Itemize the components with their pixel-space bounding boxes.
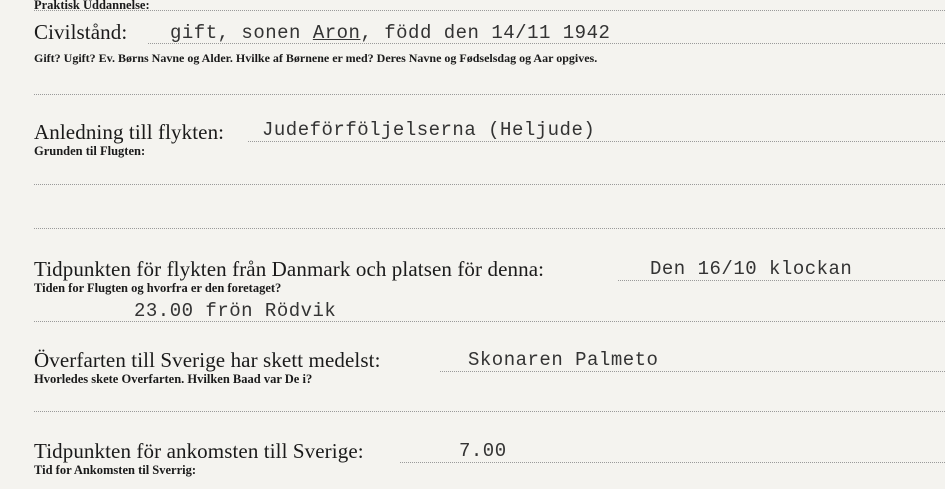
praktisk-uddannelse-label: Praktisk Uddannelse: [34, 0, 150, 12]
dotted-line [34, 94, 945, 95]
overfart-label: Överfarten till Sverige har skett medelst: [34, 348, 381, 372]
civilstand-sub: Gift? Ugift? Ev. Børns Navne og Alder. Hvilke af Børnene er med? Deres Navne og Fødselsdag og Aar opgives. [34, 51, 598, 65]
dotted-line [248, 141, 945, 142]
flykt-value-1: Den 16/10 klockan [650, 258, 853, 280]
flykt-label: Tidpunkten för flykten från Danmark och platsen för denna: [34, 257, 545, 281]
anledning-label: Anledning till flykten: [34, 120, 225, 144]
flykt-sub: Tiden for Flugten og hvorfra er den foretaget? [34, 281, 282, 295]
dotted-line [34, 411, 945, 412]
civilstand-value: gift, sonen Aron, född den 14/11 1942 [170, 22, 611, 44]
dotted-line [400, 462, 945, 463]
anledning-sub: Grunden til Flugten: [34, 144, 146, 158]
civilstand-label: Civilstånd: [34, 20, 128, 44]
dotted-line [34, 228, 945, 229]
dotted-line [34, 10, 945, 11]
anledning-value: Judeförföljelserna (Heljude) [262, 119, 596, 141]
ankomst-label: Tidpunkten för ankomsten till Sverige: [34, 439, 364, 463]
overfart-sub: Hvorledes skete Overfarten. Hvilken Baad var De i? [34, 372, 313, 386]
ankomst-value: 7.00 [459, 440, 507, 462]
dotted-line [618, 280, 945, 281]
dotted-line [34, 184, 945, 185]
dotted-line [148, 43, 945, 44]
ankomst-sub: Tid for Ankomsten til Sverrig: [34, 463, 197, 477]
flykt-value-2: 23.00 frön Rödvik [134, 300, 337, 322]
dotted-line [34, 321, 945, 322]
overfart-value: Skonaren Palmeto [468, 349, 659, 371]
dotted-line [440, 371, 945, 372]
